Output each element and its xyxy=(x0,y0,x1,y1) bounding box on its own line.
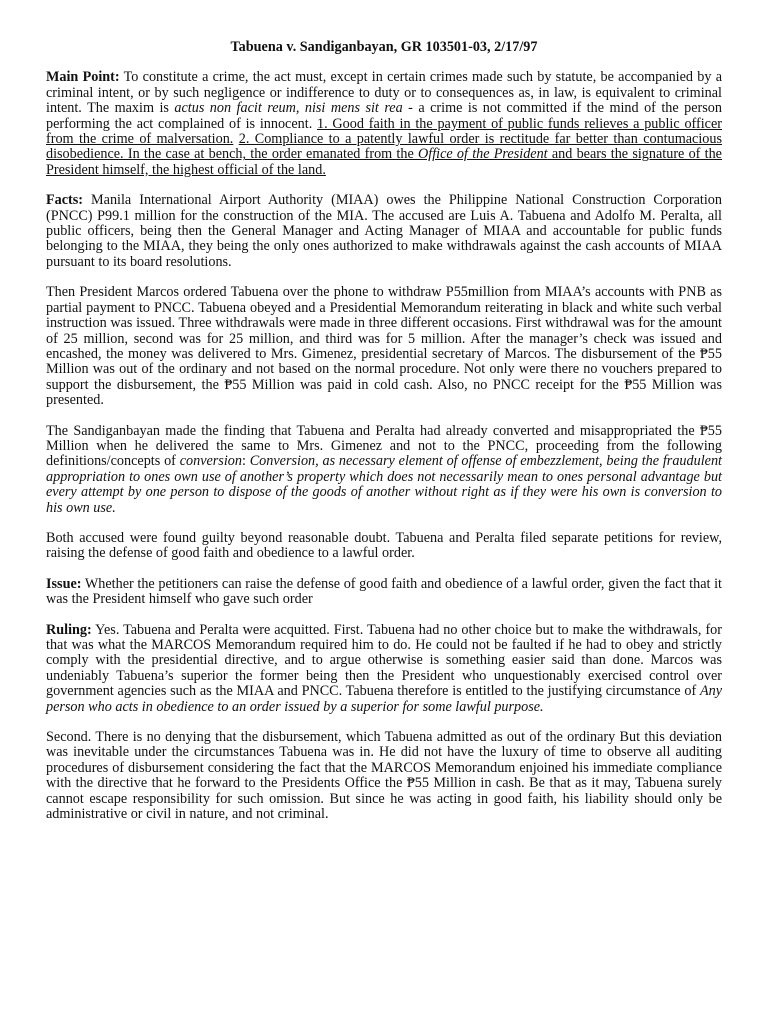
main-point-paragraph xyxy=(46,70,722,178)
ruling-text: Yes. Tabuena and Peralta were acquitted. First. Tabuena had no other choice but to make the withdrawals, for that was what the MARCOS Memorandum required him to do. He could not be faulted if he had to obey and strictly comply with the presidential directive, and to argue otherwise is something easier said than done. Marcos was undeniably Tabuena’s superior the former being then the President who unquestionably exercised control over government agencies such as the MIAA and PNCC. Tabuena therefore is entitled to the justifying circumstance of xyxy=(46,621,722,700)
facts-text-1: Manila International Airport Authority (MIAA) owes the Philippine National Construction Corporation (PNCC) P99.1 million for the construction of the MIA. The accused are Luis A. Tabuena and Adolfo M. Peralta, all public officers, being then the General Manager and Acting Manager of MIAA and accountable for public funds belonging to the MIAA, they being the only ones authorized to make withdrawals against the cash accounts of MIAA pursuant to its board resolutions. xyxy=(46,192,722,270)
ruling-label: Ruling: xyxy=(46,621,92,638)
conversion-definition: Conversion, as necessary element of offense of embezzlement, being the fraudulent appropriation to ones own use of another’s property which does not necessarily mean to ones personal advantage but every attempt by one person to dispose of the goods of another without right as if they were his own is conversion to his own use. xyxy=(46,453,722,516)
document-page xyxy=(46,40,722,837)
main-point-text-cont: - a crime is not committed if the mind of the person performing the act complained of is innocent. xyxy=(46,100,722,132)
facts-label: Facts: xyxy=(46,192,84,209)
document-title: Tabuena v. Sandiganbayan, GR 103501-03, 2/17/97 xyxy=(230,39,538,55)
justifying-circumstance-quote: Any person who acts in obedience to an order issued by a superior for some lawful purpose. xyxy=(46,683,722,715)
ruling-paragraph xyxy=(46,623,722,715)
conversion-term: conversion xyxy=(179,453,242,470)
facts-paragraph-2: Then President Marcos ordered Tabuena over the phone to withdraw P55million from MIAA’s accounts with PNB as partial payment to PNCC. Tabuena obeyed and a Presidential Memorandum reiterating in black and white such verbal instruction was issued. Three withdrawals were made in three different occasions. First withdrawal was for the amount of 25 million, second was for 25 million, and third was for 5 million. After the manager’s check was issued and encashed, the money was delivered to Mrs. Gimenez, presidential secretary of Marcos. The disbursement of the ₱55 Million was out of the ordinary and not based on the normal procedure. Not only were there no vouchers prepared to support the disbursement, the ₱55 Million was paid in cold cash. Also, no PNCC receipt for the ₱55 Million was presented. xyxy=(46,284,722,409)
issue-paragraph xyxy=(46,577,722,608)
main-point-label: Main Point: xyxy=(46,69,120,86)
underlined-principle-end: and bears the signature of the President himself, the highest official of the land. xyxy=(46,146,722,178)
issue-text: Whether the petitioners can raise the defense of good faith and obedience of a lawful order, given the fact that it was the President himself who gave such order xyxy=(46,575,722,608)
conversion-colon: : xyxy=(241,453,250,470)
latin-maxim: actus non facit reum, nisi mens sit rea xyxy=(174,100,403,117)
underlined-principle-good-faith: 1. Good faith in the payment of public funds relieves a public officer from the crime of malversation. xyxy=(46,115,722,148)
underlined-principle-compliance: 2. Compliance to a patently lawful order is rectitude far better than contumacious disobedience. In the case at bench, the order emanated from the xyxy=(46,131,722,163)
facts-paragraph-3 xyxy=(46,424,722,516)
facts-paragraph-1 xyxy=(46,193,722,270)
ruling-second-paragraph: Second. There is no denying that the disbursement, which Tabuena admitted as out of the ordinary But this deviation was inevitable under the circumstances Tabuena was in. He did not have the luxury of time to observe all auditing procedures of disbursement considering the fact that the MARCOS Memorandum enjoined his immediate compliance with the directive that he forward to the Presidents Office the ₱55 Million in cash. Be that as it may, Tabuena surely cannot escape responsibility for such omission. But since he was acting in good faith, his liability should only be administrative or civil in nature, and not criminal. xyxy=(46,729,722,823)
facts-paragraph-4: Both accused were found guilty beyond reasonable doubt. Tabuena and Peralta filed separate petitions for review, raising the defense of good faith and obedience to a lawful order. xyxy=(46,529,722,562)
facts-text-3: The Sandiganbayan made the finding that Tabuena and Peralta had already converted and misappropriated the ₱55 Million when he delivered the same to Mrs. Gimenez and not to the PNCC, proceeding from the following definitions/concepts of xyxy=(46,422,722,470)
office-of-president: Office of the President xyxy=(418,146,548,163)
main-point-text: To constitute a crime, the act must, except in certain crimes made such by statute, be accompanied by a criminal intent, or by such negligence or indifference to duty or to consequences as, in law, is equivalent to criminal intent. The maxim is xyxy=(46,69,722,117)
issue-label: Issue: xyxy=(46,575,82,592)
